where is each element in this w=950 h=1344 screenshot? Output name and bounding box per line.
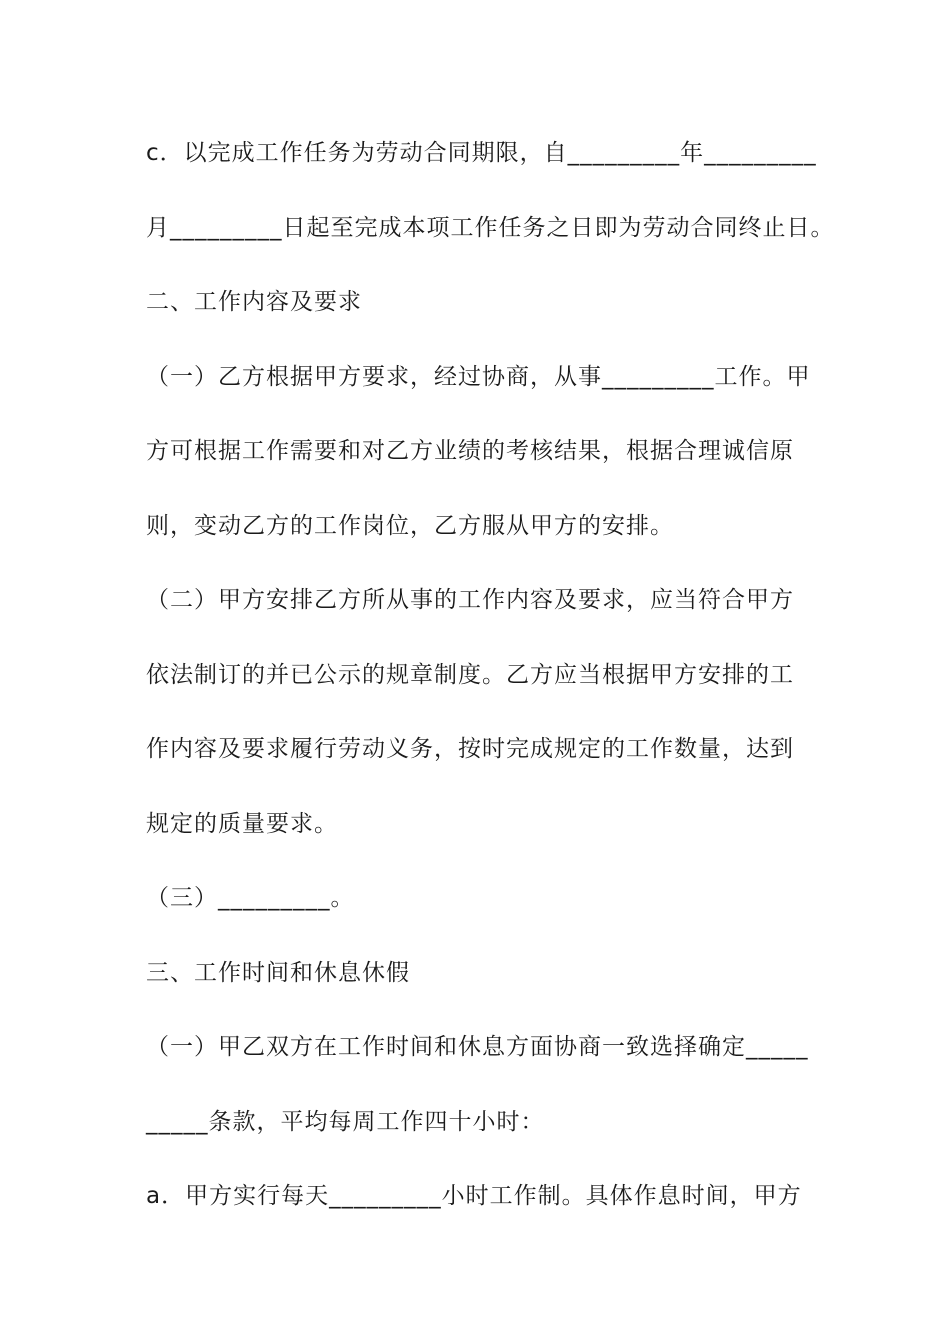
text-line: a．甲方实行每天_________小时工作制。具体作息时间，甲方 [146,1183,802,1209]
text-line: （二）甲方安排乙方所从事的工作内容及要求，应当符合甲方 [146,587,794,613]
section-heading: 三、工作时间和休息休假 [146,960,410,986]
text-line: 方可根据工作需要和对乙方业绩的考核结果，根据合理诚信原 [146,438,794,464]
text-line: 则，变动乙方的工作岗位，乙方服从甲方的安排。 [146,513,674,539]
section-heading: 二、工作内容及要求 [146,289,362,315]
text-line: 依法制订的并已公示的规章制度。乙方应当根据甲方安排的工 [146,662,794,688]
text-line: 月_________日起至完成本项工作任务之日即为劳动合同终止日。 [146,215,835,241]
text-line: 作内容及要求履行劳动义务，按时完成规定的工作数量，达到 [146,736,794,762]
text-line: （三）_________。 [146,885,355,911]
text-line: 规定的质量要求。 [146,811,338,837]
text-line: （一）甲乙双方在工作时间和休息方面协商一致选择确定_____ [146,1034,809,1060]
text-line: （一）乙方根据甲方要求，经过协商，从事_________工作。甲 [146,364,811,390]
text-line: _____条款，平均每周工作四十小时： [146,1109,545,1135]
text-line: c．以完成工作任务为劳动合同期限，自_________年_________ [146,140,817,166]
